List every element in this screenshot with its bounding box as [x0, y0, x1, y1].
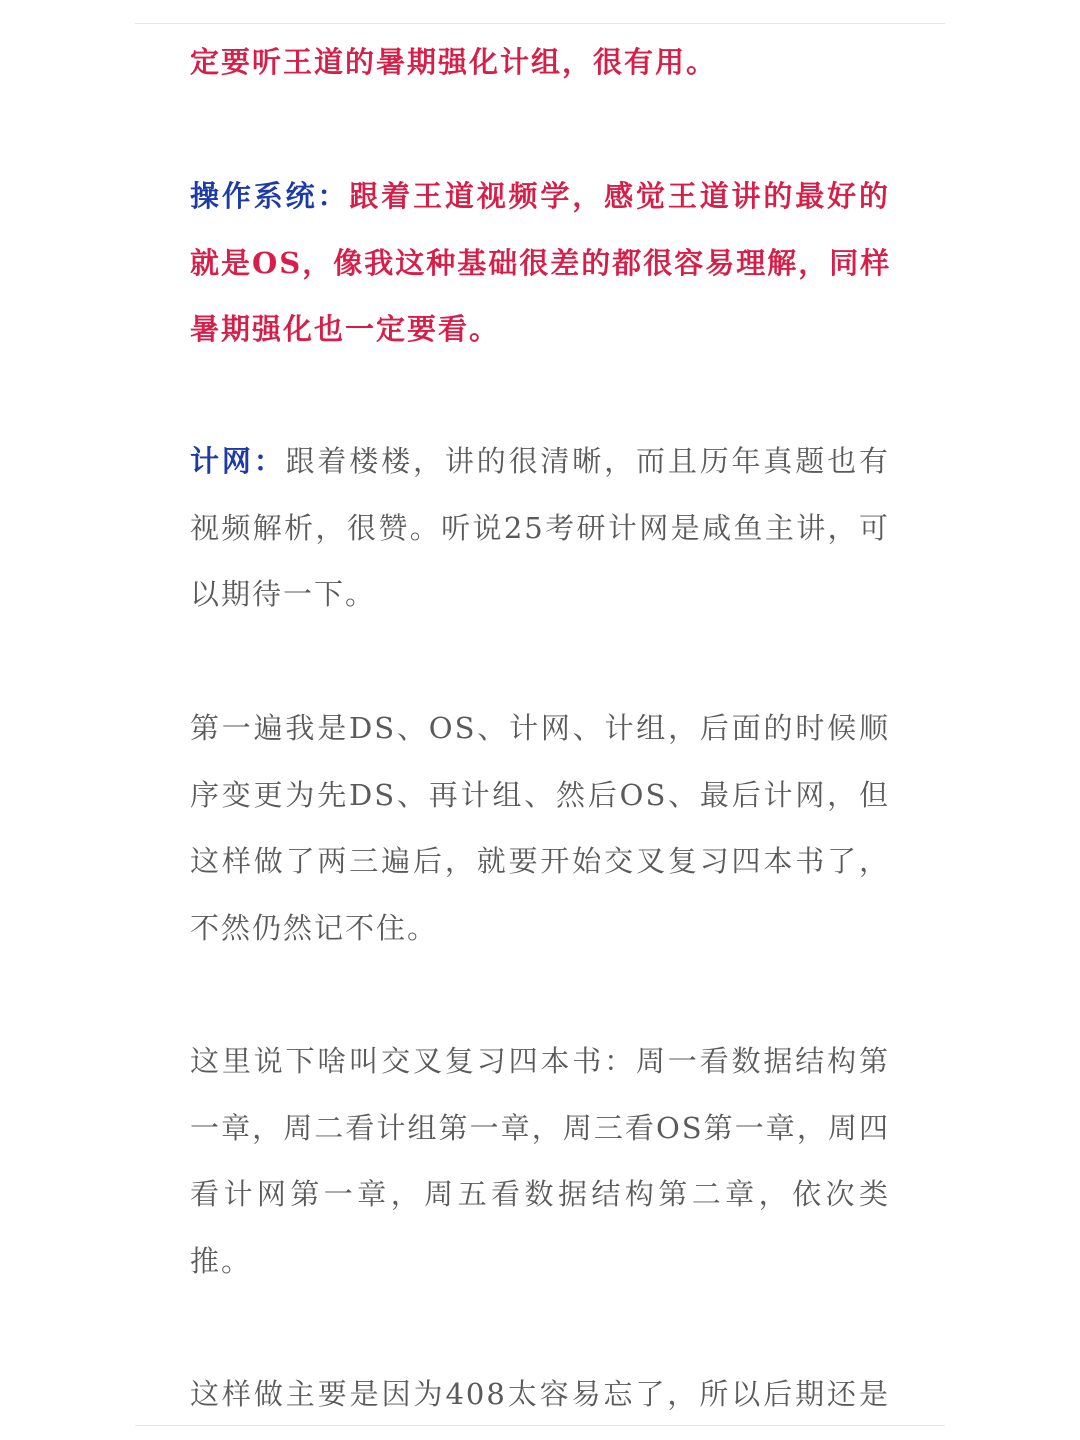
- text-line: 看计网第一章，周五看数据结构第二章，依次类: [190, 1177, 890, 1211]
- text-line: 推。: [190, 1244, 253, 1278]
- text-line: 这样做主要是因为408太容易忘了，所以后期还是: [190, 1377, 890, 1411]
- network-heading: 计网：: [190, 444, 286, 478]
- text-line: 这样做了两三遍后，就要开始交叉复习四本书了，: [190, 844, 890, 878]
- text-line: 暑期强化也一定要看。: [190, 312, 501, 346]
- text-line: 一章，周二看计组第一章，周三看OS第一章，周四: [190, 1111, 890, 1145]
- text-line: 定要听王道的暑期强化计组，很有用。: [190, 45, 718, 79]
- text-line: 这里说下啥叫交叉复习四本书：周一看数据结构第: [190, 1044, 890, 1078]
- text-line: 序变更为先DS、再计组、然后OS、最后计网，但: [190, 778, 890, 812]
- text-line: 就是OS，像我这种基础很差的都很容易理解，同样: [190, 246, 892, 280]
- bottom-divider: [135, 1425, 945, 1426]
- top-divider: [135, 23, 945, 24]
- network-paragraph-line-1: [190, 441, 890, 481]
- text-line: 不然仍然记不住。: [190, 911, 439, 945]
- text-line: 第一遍我是DS、OS、计网、计组，后面的时候顺: [190, 711, 890, 745]
- os-heading: 操作系统：: [190, 179, 350, 213]
- os-paragraph-line-1: [190, 176, 890, 216]
- os-text: 跟着王道视频学，感觉王道讲的最好的: [349, 179, 890, 213]
- text-line: 以期待一下。: [190, 577, 377, 611]
- text-line: 视频解析，很赞。听说25考研计网是咸鱼主讲，可: [190, 511, 890, 545]
- network-text: 跟着楼楼，讲的很清晰，而且历年真题也有: [285, 444, 890, 478]
